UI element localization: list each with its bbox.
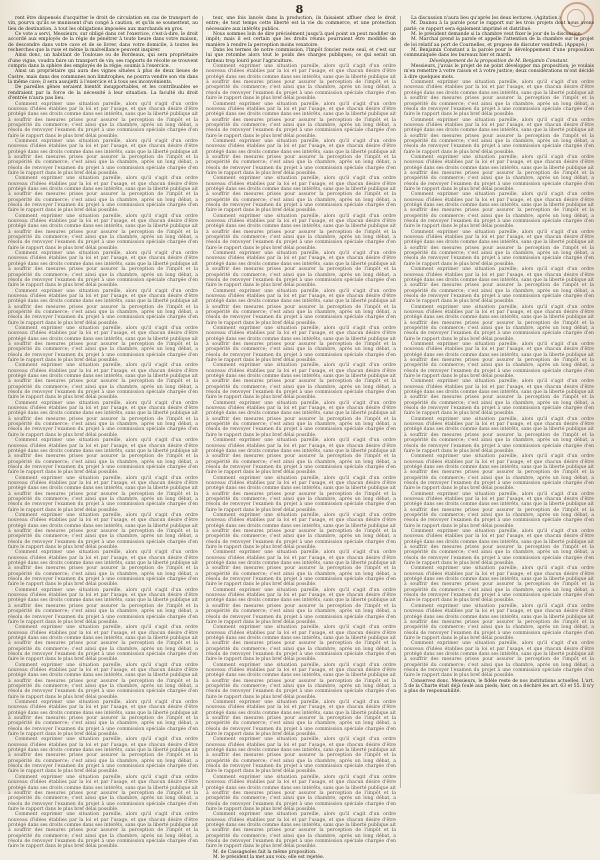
paragraph: Comment exprimer une situation pareille, alors qu'il s'agit d'un ordre nouveau d'idées établies par la loi et par l'usage, et que chacun désire d'être protégé dans ses droits comme dans ses intérêts, sans que la liberté publique ait à souffrir des mesures prises pour assurer la perception de l'impôt et la prospérité du commerce; c'est ainsi que la chambre, après un long débat, a résolu de renvoyer l'examen du projet à une commission spéciale chargée d'en faire le rapport dans le plus bref délai possible.: [206, 251, 396, 289]
paragraph: Comment exprimer une situation pareille, alors qu'il s'agit d'un ordre nouveau d'idées établies par la loi et par l'usage, et que chacun désire d'être protégé dans ses droits comme dans ses intérêts, sans que la liberté publique ait à souffrir des mesures prises pour assurer la perception de l'impôt et la prospérité du commerce; c'est ainsi que la chambre, après un long débat, a résolu de renvoyer l'examen du projet à une commission spéciale chargée d'en faire le rapport dans le plus bref délai possible.: [206, 438, 396, 476]
paragraph: Comment exprimer une situation pareille, alors qu'il s'agit d'un ordre nouveau d'idées établies par la loi et par l'usage, et que chacun désire d'être protégé dans ses droits comme dans ses intérêts, sans que la liberté publique ait à souffrir des mesures prises pour assurer la perception de l'impôt et la prospérité du commerce; c'est ainsi que la chambre, après un long débat, a résolu de renvoyer l'examen du projet à une commission spéciale chargée d'en faire le rapport dans le plus bref délai possible.: [206, 662, 396, 700]
paragraph: Comment exprimer une situation pareille, alors qu'il s'agit d'un ordre nouveau d'idées établies par la loi et par l'usage, et que chacun désire d'être protégé dans ses droits comme dans ses intérêts, sans que la liberté publique ait à souffrir des mesures prises pour assurer la perception de l'impôt et la prospérité du commerce; c'est ainsi que la chambre, après un long débat, a résolu de renvoyer l'examen du projet à une commission spéciale chargée d'en faire le rapport dans le plus bref délai possible.: [8, 400, 198, 438]
paragraph: La discussion n'aura lieu qu'après les deux lectures. (Agitation.): [411, 16, 561, 21]
paragraph: Comment exprimer une situation pareille, alors qu'il s'agit d'un ordre nouveau d'idées établies par la loi et par l'usage, et que chacun désire d'être protégé dans ses droits comme dans ses intérêts, sans que la liberté publique ait à souffrir des mesures prises pour assurer la perception de l'impôt et la prospérité du commerce; c'est ainsi que la chambre, après un long débat, a résolu de renvoyer l'examen du projet à une commission spéciale chargée d'en faire le rapport dans le plus bref délai possible.: [8, 512, 198, 551]
paragraph: Comment exprimer une situation pareille, alors qu'il s'agit d'un ordre nouveau d'idées établies par la loi et par l'usage, et que chacun désire d'être protégé dans ses droits comme dans ses intérêts, sans que la liberté publique ait à souffrir des mesures prises pour assurer la perception de l'impôt et la prospérité du commerce; c'est ainsi que la chambre, après un long débat, a résolu de renvoyer l'examen du projet à une commission spéciale chargée d'en faire le rapport dans le plus bref délai possible.: [206, 812, 396, 850]
paragraph: Comment exprimer une situation pareille, alors qu'il s'agit d'un ordre nouveau d'idées établies par la loi et par l'usage, et que chacun désire d'être protégé dans ses droits comme dans ses intérêts, sans que la liberté publique ait à souffrir des mesures prises pour assurer la perception de l'impôt et la prospérité du commerce; c'est ainsi que la chambre, après un long débat, a résolu de renvoyer l'examen du projet à une commission spéciale chargée d'en faire le rapport dans le plus bref délai possible.: [404, 603, 594, 641]
paragraph: teur, une fois lancés dans la production, ils faisaient affluer chez le droit entre; de tout temps cette liberté est la vie du commerce, et une protection nécessaire aux intérêts publics.: [206, 16, 396, 32]
paragraph: Comment exprimer une situation pareille, alors qu'il s'agit d'un ordre nouveau d'idées établies par la loi et par l'usage, et que chacun désire d'être protégé dans ses droits comme dans ses intérêts, sans que la liberté publique ait à souffrir des mesures prises pour assurer la perception de l'impôt et la prospérité du commerce; c'est ainsi que la chambre, après un long débat, a résolu de renvoyer l'examen du projet à une commission spéciale chargée d'en faire le rapport dans le plus bref délai possible.: [206, 363, 396, 401]
paragraph: De pareilles gênes seraient bientôt insupportables, et les contribuables se rendraient par la force de la nécessité à leur situation. La faculté du droit d'entrée n'aura pas lieu.: [8, 85, 198, 102]
section-heading: Développement de la proposition de M. Benjamin Constant.: [429, 58, 569, 64]
paragraph: Comment exprimer une situation pareille, alors qu'il s'agit d'un ordre nouveau d'idées établies par la loi et par l'usage, et que chacun désire d'être protégé dans ses droits comme dans ses intérêts, sans que la liberté publique ait à souffrir des mesures prises pour assurer la perception de l'impôt et la prospérité du commerce; c'est ainsi que la chambre, après un long débat, a résolu de renvoyer l'examen du projet à une commission spéciale chargée d'en faire le rapport dans le plus bref délai possible.: [8, 138, 198, 176]
paragraph: Comment exprimer une situation pareille, alors qu'il s'agit d'un ordre nouveau d'idées établies par la loi et par l'usage, et que chacun désire d'être protégé dans ses droits comme dans ses intérêts, sans que la liberté publique ait à souffrir des mesures prises pour assurer la perception de l'impôt et la prospérité du commerce; c'est ainsi que la chambre, après un long débat, a résolu de renvoyer l'examen du projet à une commission spéciale chargée d'en faire le rapport dans le plus bref délai possible.: [206, 64, 396, 102]
column-right: [400, 16, 594, 788]
paragraph: Comment exprimer une situation pareille, alors qu'il s'agit d'un ordre nouveau d'idées établies par la loi et par l'usage, et que chacun désire d'être protégé dans ses droits comme dans ses intérêts, sans que la liberté publique ait à souffrir des mesures prises pour assurer la perception de l'impôt et la prospérité du commerce; c'est ainsi que la chambre, après un long débat, a résolu de renvoyer l'examen du projet à une commission spéciale chargée d'en faire le rapport dans le plus bref délai possible.: [404, 529, 594, 567]
paragraph: M. Daunou à la parole pour le rapport sur les trois projets dont nous avons parlé; ce rapport sera également imprimé et distribué.: [404, 21, 594, 32]
paragraph: Comment exprimer une situation pareille, alors qu'il s'agit d'un ordre nouveau d'idées établies par la loi et par l'usage, et que chacun désire d'être protégé dans ses droits comme dans ses intérêts, sans que la liberté publique ait à souffrir des mesures prises pour assurer la perception de l'impôt et la prospérité du commerce; c'est ainsi que la chambre, après un long débat, a résolu de renvoyer l'examen du projet à une commission spéciale chargée d'en faire le rapport dans le plus bref délai possible.: [8, 587, 198, 625]
paragraph: M. Benjamin Constant a la parole pour le développement d'une proposition communiquée dans les bureaux hier et mardi.: [404, 48, 594, 59]
paragraph: Nous sommes loin de dire précisément jusqu'à quel point on peut modifier un impôt; mais il est certain que les droits réunis pourraient être modifiés de manière à rendre la perception moins vexatoire.: [206, 32, 396, 48]
paragraph: Comment exprimer une situation pareille, alors qu'il s'agit d'un ordre nouveau d'idées établies par la loi et par l'usage, et que chacun désire d'être protégé dans ses droits comme dans ses intérêts, sans que la liberté publique ait à souffrir des mesures prises pour assurer la perception de l'impôt et la prospérité du commerce; c'est ainsi que la chambre, après un long débat, a résolu de renvoyer l'examen du projet à une commission spéciale chargée d'en faire le rapport dans le plus bref délai possible.: [404, 229, 594, 267]
paragraph: Comment exprimer une situation pareille, alors qu'il s'agit d'un ordre nouveau d'idées établies par la loi et par l'usage, et que chacun désire d'être protégé dans ses droits comme dans ses intérêts, sans que la liberté publique ait à souffrir des mesures prises pour assurer la perception de l'impôt et la prospérité du commerce; c'est ainsi que la chambre, après un long débat, a résolu de renvoyer l'examen du projet à une commission spéciale chargée d'en faire le rapport dans le plus bref délai possible.: [8, 774, 198, 812]
paragraph: Ce vote a servi, Messieurs, sur obligé dans cet l'exercice, c'est-à-dire, le droit accordé aux employés de la régie de pénétrer à toute heure dans votre maison, de descendre dans votre cave et de se livrer, dans votre domicile, à toutes les recherches que la ruse et même la malveillance peuvent inspirer.: [8, 32, 198, 54]
paragraph: Comment exprimer une situation pareille, alors qu'il s'agit d'un ordre nouveau d'idées établies par la loi et par l'usage, et que chacun désire d'être protégé dans ses droits comme dans ses intérêts, sans que la liberté publique ait à souffrir des mesures prises pour assurer la perception de l'impôt et la prospérité du commerce; c'est ainsi que la chambre, après un long débat, a résolu de renvoyer l'examen du projet à une commission spéciale chargée d'en faire le rapport dans le plus bref délai possible.: [8, 662, 198, 700]
paragraph: Comment exprimer une situation pareille, alors qu'il s'agit d'un ordre nouveau d'idées établies par la loi et par l'usage, et que chacun désire d'être protégé dans ses droits comme dans ses intérêts, sans que la liberté publique ait à souffrir des mesures prises pour assurer la perception de l'impôt et la prospérité du commerce; c'est ainsi que la chambre, après un long débat, a résolu de renvoyer l'examen du projet à une commission spéciale chargée d'en faire le rapport dans le plus bref délai possible.: [404, 267, 594, 305]
paragraph: Comment exprimer une situation pareille, alors qu'il s'agit d'un ordre nouveau d'idées établies par la loi et par l'usage, et que chacun désire d'être protégé dans ses droits comme dans ses intérêts, sans que la liberté publique ait à souffrir des mesures prises pour assurer la perception de l'impôt et la prospérité du commerce; c'est ainsi que la chambre, après un long débat, a résolu de renvoyer l'examen du projet à une commission spéciale chargée d'en faire le rapport dans le plus bref délai possible.: [8, 288, 198, 326]
paragraph: Comment exprimer une situation pareille, alors qu'il s'agit d'un ordre nouveau d'idées établies par la loi et par l'usage, et que chacun désire d'être protégé dans ses droits comme dans ses intérêts, sans que la liberté publique ait à souffrir des mesures prises pour assurer la perception de l'impôt et la prospérité du commerce; c'est ainsi que la chambre, après un long débat, a résolu de renvoyer l'examen du projet à une commission spéciale chargée d'en faire le rapport dans le plus bref délai possible.: [8, 812, 198, 850]
paragraph: Comment exprimer une situation pareille, alors qu'il s'agit d'un ordre nouveau d'idées établies par la loi et par l'usage, et que chacun désire d'être protégé dans ses droits comme dans ses intérêts, sans que la liberté publique ait à souffrir des mesures prises pour assurer la perception de l'impôt et la prospérité du commerce; c'est ainsi que la chambre, après un long débat, a résolu de renvoyer l'examen du projet à une commission spéciale chargée d'en faire le rapport dans le plus bref délai possible.: [206, 288, 396, 326]
paragraph: Comment exprimer une situation pareille, alors qu'il s'agit d'un ordre nouveau d'idées établies par la loi et par l'usage, et que chacun désire d'être protégé dans ses droits comme dans ses intérêts, sans que la liberté publique ait à souffrir des mesures prises pour assurer la perception de l'impôt et la prospérité du commerce; c'est ainsi que la chambre, après un long débat, a résolu de renvoyer l'examen du projet à une commission spéciale chargée d'en faire le rapport dans le plus bref délai possible.: [404, 641, 594, 679]
paragraph: Messieurs, j'avais le projet de ne point développer ma proposition; je voulais m'en remettre à votre raison et à votre justice; deux considérations m'ont décidé à dire quelques mots.: [404, 64, 594, 80]
paragraph: Comment exprimer une situation pareille, alors qu'il s'agit d'un ordre nouveau d'idées établies par la loi et par l'usage, et que chacun désire d'être protégé dans ses droits comme dans ses intérêts, sans que la liberté publique ait à souffrir des mesures prises pour assurer la perception de l'impôt et la prospérité du commerce; c'est ainsi que la chambre, après un long débat, a résolu de renvoyer l'examen du projet à une commission spéciale chargée d'en faire le rapport dans le plus bref délai possible.: [206, 213, 396, 251]
paragraph: Comment exprimer une situation pareille, alors qu'il s'agit d'un ordre nouveau d'idées établies par la loi et par l'usage, et que chacun désire d'être protégé dans ses droits comme dans ses intérêts, sans que la liberté publique ait à souffrir des mesures prises pour assurer la perception de l'impôt et la prospérité du commerce; c'est ainsi que la chambre, après un long débat, a résolu de renvoyer l'examen du projet à une commission spéciale chargée d'en faire le rapport dans le plus bref délai possible.: [404, 566, 594, 604]
paragraph: Comment exprimer une situation pareille, alors qu'il s'agit d'un ordre nouveau d'idées établies par la loi et par l'usage, et que chacun désire d'être protégé dans ses droits comme dans ses intérêts, sans que la liberté publique ait à souffrir des mesures prises pour assurer la perception de l'impôt et la prospérité du commerce; c'est ainsi que la chambre, après un long débat, a résolu de renvoyer l'examen du projet à une commission spéciale chargée d'en faire le rapport dans le plus bref délai possible.: [8, 325, 198, 363]
paragraph: Comment exprimer une situation pareille, alors qu'il s'agit d'un ordre nouveau d'idées établies par la loi et par l'usage, et que chacun désire d'être protégé dans ses droits comme dans ses intérêts, sans que la liberté publique ait à souffrir des mesures prises pour assurer la perception de l'impôt et la prospérité du commerce; c'est ainsi que la chambre, après un long débat, a résolu de renvoyer l'examen du projet à une commission spéciale chargée d'en faire le rapport dans le plus bref délai possible.: [8, 363, 198, 401]
paragraph: Comment exprimer une situation pareille, alors qu'il s'agit d'un ordre nouveau d'idées établies par la loi et par l'usage, et que chacun désire d'être protégé dans ses droits comme dans ses intérêts, sans que la liberté publique ait à souffrir des mesures prises pour assurer la perception de l'impôt et la prospérité du commerce; c'est ainsi que la chambre, après un long débat, a résolu de renvoyer l'examen du projet à une commission spéciale chargée d'en faire le rapport dans le plus bref délai possible.: [206, 400, 396, 438]
paragraph: Conservez donc, Messieurs, le fidèle reste de nos institutions actuelles. L'art. 5 de la Charte était déjà foulé aux pieds; hier, on a déchiré les art. 63 et 55. Il n'y a plus de responsabilité.: [404, 678, 594, 695]
paragraph: Comment exprimer une situation pareille, alors qu'il s'agit d'un ordre nouveau d'idées établies par la loi et par l'usage, et que chacun désire d'être protégé dans ses droits comme dans ses intérêts, sans que la liberté publique ait à souffrir des mesures prises pour assurer la perception de l'impôt et la prospérité du commerce; c'est ainsi que la chambre, après un long débat, a résolu de renvoyer l'examen du projet à une commission spéciale chargée d'en faire le rapport dans le plus bref délai possible.: [8, 101, 198, 139]
paragraph: Comment exprimer une situation pareille, alors qu'il s'agit d'un ordre nouveau d'idées établies par la loi et par l'usage, et que chacun désire d'être protégé dans ses droits comme dans ses intérêts, sans que la liberté publique ait à souffrir des mesures prises pour assurer la perception de l'impôt et la prospérité du commerce; c'est ainsi que la chambre, après un long débat, a résolu de renvoyer l'examen du projet à une commission spéciale chargée d'en faire le rapport dans le plus bref délai possible.: [206, 325, 396, 363]
paragraph: Comment exprimer une situation pareille, alors qu'il s'agit d'un ordre nouveau d'idées établies par la loi et par l'usage, et que chacun désire d'être protégé dans ses droits comme dans ses intérêts, sans que la liberté publique ait à souffrir des mesures prises pour assurer la perception de l'impôt et la prospérité du commerce; c'est ainsi que la chambre, après un long débat, a résolu de renvoyer l'examen du projet à une commission spéciale chargée d'en faire le rapport dans le plus bref délai possible.: [8, 625, 198, 663]
paragraph: M. le président demande si la chambre veut fixer le jour de la discussion.: [411, 32, 583, 38]
paragraph: Comment exprimer une situation pareille, alors qu'il s'agit d'un ordre nouveau d'idées établies par la loi et par l'usage, et que chacun désire d'être protégé dans ses droits comme dans ses intérêts, sans que la liberté publique ait à souffrir des mesures prises pour assurer la perception de l'impôt et la prospérité du commerce; c'est ainsi que la chambre, après un long débat, a résolu de renvoyer l'examen du projet à une commission spéciale chargée d'en faire le rapport dans le plus bref délai possible.: [404, 341, 594, 380]
paragraph: M. le président la met aux voix; elle est rejetée.: [213, 854, 325, 860]
paragraph: Comment exprimer une situation pareille, alors qu'il s'agit d'un ordre nouveau d'idées établies par la loi et par l'usage, et que chacun désire d'être protégé dans ses droits comme dans ses intérêts, sans que la liberté publique ait à souffrir des mesures prises pour assurer la perception de l'impôt et la prospérité du commerce; c'est ainsi que la chambre, après un long débat, a résolu de renvoyer l'examen du projet à une commission spéciale chargée d'en faire le rapport dans le plus bref délai possible.: [8, 213, 198, 251]
paragraph: Comment exprimer une situation pareille, alors qu'il s'agit d'un ordre nouveau d'idées établies par la loi et par l'usage, et que chacun désire d'être protégé dans ses droits comme dans ses intérêts, sans que la liberté publique ait à souffrir des mesures prises pour assurer la perception de l'impôt et la prospérité du commerce; c'est ainsi que la chambre, après un long débat, a résolu de renvoyer l'examen du projet à une commission spéciale chargée d'en faire le rapport dans le plus bref délai possible.: [404, 454, 594, 492]
paragraph: Comment exprimer une situation pareille, alors qu'il s'agit d'un ordre nouveau d'idées établies par la loi et par l'usage, et que chacun désire d'être protégé dans ses droits comme dans ses intérêts, sans que la liberté publique ait à souffrir des mesures prises pour assurer la perception de l'impôt et la prospérité du commerce; c'est ainsi que la chambre, après un long débat, a résolu de renvoyer l'examen du projet à une commission spéciale chargée d'en faire le rapport dans le plus bref délai possible.: [206, 625, 396, 663]
paragraph: Comment exprimer une situation pareille, alors qu'il s'agit d'un ordre nouveau d'idées établies par la loi et par l'usage, et que chacun désire d'être protégé dans ses droits comme dans ses intérêts, sans que la liberté publique ait à souffrir des mesures prises pour assurer la perception de l'impôt et la prospérité du commerce; c'est ainsi que la chambre, après un long débat, a résolu de renvoyer l'examen du projet à une commission spéciale chargée d'en faire le rapport dans le plus bref délai possible.: [404, 80, 594, 118]
paragraph: Comment exprimer une situation pareille, alors qu'il s'agit d'un ordre nouveau d'idées établies par la loi et par l'usage, et que chacun désire d'être protégé dans ses droits comme dans ses intérêts, sans que la liberté publique ait à souffrir des mesures prises pour assurer la perception de l'impôt et la prospérité du commerce; c'est ainsi que la chambre, après un long débat, a résolu de renvoyer l'examen du projet à une commission spéciale chargée d'en faire le rapport dans le plus bref délai possible.: [8, 737, 198, 775]
paragraph: Comment exprimer une situation pareille, alors qu'il s'agit d'un ordre nouveau d'idées établies par la loi et par l'usage, et que chacun désire d'être protégé dans ses droits comme dans ses intérêts, sans que la liberté publique ait à souffrir des mesures prises pour assurer la perception de l'impôt et la prospérité du commerce; c'est ainsi que la chambre, après un long débat, a résolu de renvoyer l'examen du projet à une commission spéciale chargée d'en faire le rapport dans le plus bref délai possible.: [8, 475, 198, 513]
page-number: 8: [295, 3, 305, 16]
paragraph: Comment exprimer une situation pareille, alors qu'il s'agit d'un ordre nouveau d'idées établies par la loi et par l'usage, et que chacun désire d'être protégé dans ses droits comme dans ses intérêts, sans que la liberté publique ait à souffrir des mesures prises pour assurer la perception de l'impôt et la prospérité du commerce; c'est ainsi que la chambre, après un long débat, a résolu de renvoyer l'examen du projet à une commission spéciale chargée d'en faire le rapport dans le plus bref délai possible.: [206, 550, 396, 588]
paragraph: rent être dispensés d'acquitter le droit de circulation en cas de transport de vin, pourvu qu'ils se munissent d'un congé à caution, et qu'ils se soumettent, au lieu de destination, à tout les obligations imposées aux marchands en gros.: [8, 16, 198, 32]
column-middle: [202, 16, 396, 860]
paragraph: M. Marchal prend la parole et appelle l'attention de la chambre sur le projet de loi relatif au port de Cournelles, et propose de discuter vendredi. (Appuyé.): [404, 37, 594, 48]
paragraph: Comment exprimer une situation pareille, alors qu'il s'agit d'un ordre nouveau d'idées établies par la loi et par l'usage, et que chacun désire d'être protégé dans ses droits comme dans ses intérêts, sans que la liberté publique ait à souffrir des mesures prises pour assurer la perception de l'impôt et la prospérité du commerce; c'est ainsi que la chambre, après un long débat, a résolu de renvoyer l'examen du projet à une commission spéciale chargée d'en faire le rapport dans le plus bref délai possible.: [404, 416, 594, 454]
paragraph: Comment exprimer une situation pareille, alors qu'il s'agit d'un ordre nouveau d'idées établies par la loi et par l'usage, et que chacun désire d'être protégé dans ses droits comme dans ses intérêts, sans que la liberté publique ait à souffrir des mesures prises pour assurer la perception de l'impôt et la prospérité du commerce; c'est ainsi que la chambre, après un long débat, a résolu de renvoyer l'examen du projet à une commission spéciale chargée d'en faire le rapport dans le plus bref délai possible.: [206, 475, 396, 513]
paragraph: Comment exprimer une situation pareille, alors qu'il s'agit d'un ordre nouveau d'idées établies par la loi et par l'usage, et que chacun désire d'être protégé dans ses droits comme dans ses intérêts, sans que la liberté publique ait à souffrir des mesures prises pour assurer la perception de l'impôt et la prospérité du commerce; c'est ainsi que la chambre, après un long débat, a résolu de renvoyer l'examen du projet à une commission spéciale chargée d'en faire le rapport dans le plus bref délai possible.: [404, 491, 594, 529]
paragraph: Comment exprimer une situation pareille, alors qu'il s'agit d'un ordre nouveau d'idées établies par la loi et par l'usage, et que chacun désire d'être protégé dans ses droits comme dans ses intérêts, sans que la liberté publique ait à souffrir des mesures prises pour assurer la perception de l'impôt et la prospérité du commerce; c'est ainsi que la chambre, après un long débat, a résolu de renvoyer l'examen du projet à une commission spéciale chargée d'en faire le rapport dans le plus bref délai possible.: [404, 379, 594, 417]
paragraph: Comment exprimer une situation pareille, alors qu'il s'agit d'un ordre nouveau d'idées établies par la loi et par l'usage, et que chacun désire d'être protégé dans ses droits comme dans ses intérêts, sans que la liberté publique ait à souffrir des mesures prises pour assurer la perception de l'impôt et la prospérité du commerce; c'est ainsi que la chambre, après un long débat, a résolu de renvoyer l'examen du projet à une commission spéciale chargée d'en faire le rapport dans le plus bref délai possible.: [8, 700, 198, 738]
paragraph: Comment exprimer une situation pareille, alors qu'il s'agit d'un ordre nouveau d'idées établies par la loi et par l'usage, et que chacun désire d'être protégé dans ses droits comme dans ses intérêts, sans que la liberté publique ait à souffrir des mesures prises pour assurer la perception de l'impôt et la prospérité du commerce; c'est ainsi que la chambre, après un long débat, a résolu de renvoyer l'examen du projet à une commission spéciale chargée d'en faire le rapport dans le plus bref délai possible.: [206, 774, 396, 812]
paragraph: Comment exprimer une situation pareille, alors qu'il s'agit d'un ordre nouveau d'idées établies par la loi et par l'usage, et que chacun désire d'être protégé dans ses droits comme dans ses intérêts, sans que la liberté publique ait à souffrir des mesures prises pour assurer la perception de l'impôt et la prospérité du commerce; c'est ainsi que la chambre, après un long débat, a résolu de renvoyer l'examen du projet à une commission spéciale chargée d'en faire le rapport dans le plus bref délai possible.: [206, 512, 396, 551]
paragraph: M. de Cassagnoles fait la même proposition.: [213, 849, 317, 855]
paragraph: Comment exprimer une situation pareille, alors qu'il s'agit d'un ordre nouveau d'idées établies par la loi et par l'usage, et que chacun désire d'être protégé dans ses droits comme dans ses intérêts, sans que la liberté publique ait à souffrir des mesures prises pour assurer la perception de l'impôt et la prospérité du commerce; c'est ainsi que la chambre, après un long débat, a résolu de renvoyer l'examen du projet à une commission spéciale chargée d'en faire le rapport dans le plus bref délai possible.: [206, 700, 396, 738]
paragraph: Comment exprimer une situation pareille, alors qu'il s'agit d'un ordre nouveau d'idées établies par la loi et par l'usage, et que chacun désire d'être protégé dans ses droits comme dans ses intérêts, sans que la liberté publique ait à souffrir des mesures prises pour assurer la perception de l'impôt et la prospérité du commerce; c'est ainsi que la chambre, après un long débat, a résolu de renvoyer l'examen du projet à une commission spéciale chargée d'en faire le rapport dans le plus bref délai possible.: [206, 737, 396, 775]
paragraph: Comment exprimer une situation pareille, alors qu'il s'agit d'un ordre nouveau d'idées établies par la loi et par l'usage, et que chacun désire d'être protégé dans ses droits comme dans ses intérêts, sans que la liberté publique ait à souffrir des mesures prises pour assurer la perception de l'impôt et la prospérité du commerce; c'est ainsi que la chambre, après un long débat, a résolu de renvoyer l'examen du projet à une commission spéciale chargée d'en faire le rapport dans le plus bref délai possible.: [8, 251, 198, 289]
paragraph: Comment exprimer une situation pareille, alors qu'il s'agit d'un ordre nouveau d'idées établies par la loi et par l'usage, et que chacun désire d'être protégé dans ses droits comme dans ses intérêts, sans que la liberté publique ait à souffrir des mesures prises pour assurer la perception de l'impôt et la prospérité du commerce; c'est ainsi que la chambre, après un long débat, a résolu de renvoyer l'examen du projet à une commission spéciale chargée d'en faire le rapport dans le plus bref délai possible.: [404, 304, 594, 342]
paragraph: Comment exprimer une situation pareille, alors qu'il s'agit d'un ordre nouveau d'idées établies par la loi et par l'usage, et que chacun désire d'être protégé dans ses droits comme dans ses intérêts, sans que la liberté publique ait à souffrir des mesures prises pour assurer la perception de l'impôt et la prospérité du commerce; c'est ainsi que la chambre, après un long débat, a résolu de renvoyer l'examen du projet à une commission spéciale chargée d'en faire le rapport dans le plus bref délai possible.: [404, 154, 594, 192]
text-columns: [8, 16, 594, 860]
column-left: [8, 16, 198, 850]
paragraph: Dans les termes de notre commission, l'impôt foncier reste seul, et c'est sur lui que retombe alors tout le poids des charges publiques; ce qui serait un fardeau trop lourd pour l'agriculture.: [206, 48, 396, 64]
paragraph: Comment exprimer une situation pareille, alors qu'il s'agit d'un ordre nouveau d'idées établies par la loi et par l'usage, et que chacun désire d'être protégé dans ses droits comme dans ses intérêts, sans que la liberté publique ait à souffrir des mesures prises pour assurer la perception de l'impôt et la prospérité du commerce; c'est ainsi que la chambre, après un long débat, a résolu de renvoyer l'examen du projet à une commission spéciale chargée d'en faire le rapport dans le plus bref délai possible.: [8, 176, 198, 214]
paragraph: Comment exprimer une situation pareille, alors qu'il s'agit d'un ordre nouveau d'idées établies par la loi et par l'usage, et que chacun désire d'être protégé dans ses droits comme dans ses intérêts, sans que la liberté publique ait à souffrir des mesures prises pour assurer la perception de l'impôt et la prospérité du commerce; c'est ainsi que la chambre, après un long débat, a résolu de renvoyer l'examen du projet à une commission spéciale chargée d'en faire le rapport dans le plus bref délai possible.: [404, 117, 594, 155]
paragraph: Comment exprimer une situation pareille, alors qu'il s'agit d'un ordre nouveau d'idées établies par la loi et par l'usage, et que chacun désire d'être protégé dans ses droits comme dans ses intérêts, sans que la liberté publique ait à souffrir des mesures prises pour assurer la perception de l'impôt et la prospérité du commerce; c'est ainsi que la chambre, après un long débat, a résolu de renvoyer l'examen du projet à une commission spéciale chargée d'en faire le rapport dans le plus bref délai possible.: [206, 101, 396, 139]
paragraph: Ainsi un propriétaire qui aura des vignes situées à plus de deux lieues de Castre, mais dans des communes non limitrophes, ne pourra vendre son vin dans la même cave; il sera assujetti à l'exercice et à tous ses inconvénients.: [8, 69, 198, 86]
paragraph: Comment exprimer une situation pareille, alors qu'il s'agit d'un ordre nouveau d'idées établies par la loi et par l'usage, et que chacun désire d'être protégé dans ses droits comme dans ses intérêts, sans que la liberté publique ait à souffrir des mesures prises pour assurer la perception de l'impôt et la prospérité du commerce; c'est ainsi que la chambre, après un long débat, a résolu de renvoyer l'examen du projet à une commission spéciale chargée d'en faire le rapport dans le plus bref délai possible.: [8, 550, 198, 588]
paragraph: Comment exprimer une situation pareille, alors qu'il s'agit d'un ordre nouveau d'idées établies par la loi et par l'usage, et que chacun désire d'être protégé dans ses droits comme dans ses intérêts, sans que la liberté publique ait à souffrir des mesures prises pour assurer la perception de l'impôt et la prospérité du commerce; c'est ainsi que la chambre, après un long débat, a résolu de renvoyer l'examen du projet à une commission spéciale chargée d'en faire le rapport dans le plus bref délai possible.: [404, 192, 594, 230]
paragraph: Comment exprimer une situation pareille, alors qu'il s'agit d'un ordre nouveau d'idées établies par la loi et par l'usage, et que chacun désire d'être protégé dans ses droits comme dans ses intérêts, sans que la liberté publique ait à souffrir des mesures prises pour assurer la perception de l'impôt et la prospérité du commerce; c'est ainsi que la chambre, après un long débat, a résolu de renvoyer l'examen du projet à une commission spéciale chargée d'en faire le rapport dans le plus bref délai possible.: [206, 176, 396, 214]
paragraph: Ainsi donc, un habitant de Toulouse ou de Bordeaux, qui sera propriétaire d'une vigne, voudra faire un transport de vin; ses rapports de récolte se trouvent compris dans la sphère des employés de la régie; soumis à l'exercice.: [8, 53, 198, 70]
paragraph: Comment exprimer une situation pareille, alors qu'il s'agit d'un ordre nouveau d'idées établies par la loi et par l'usage, et que chacun désire d'être protégé dans ses droits comme dans ses intérêts, sans que la liberté publique ait à souffrir des mesures prises pour assurer la perception de l'impôt et la prospérité du commerce; c'est ainsi que la chambre, après un long débat, a résolu de renvoyer l'examen du projet à une commission spéciale chargée d'en faire le rapport dans le plus bref délai possible.: [8, 438, 198, 476]
paragraph: Comment exprimer une situation pareille, alors qu'il s'agit d'un ordre nouveau d'idées établies par la loi et par l'usage, et que chacun désire d'être protégé dans ses droits comme dans ses intérêts, sans que la liberté publique ait à souffrir des mesures prises pour assurer la perception de l'impôt et la prospérité du commerce; c'est ainsi que la chambre, après un long débat, a résolu de renvoyer l'examen du projet à une commission spéciale chargée d'en faire le rapport dans le plus bref délai possible.: [206, 587, 396, 625]
paragraph: Comment exprimer une situation pareille, alors qu'il s'agit d'un ordre nouveau d'idées établies par la loi et par l'usage, et que chacun désire d'être protégé dans ses droits comme dans ses intérêts, sans que la liberté publique ait à souffrir des mesures prises pour assurer la perception de l'impôt et la prospérité du commerce; c'est ainsi que la chambre, après un long débat, a résolu de renvoyer l'examen du projet à une commission spéciale chargée d'en faire le rapport dans le plus bref délai possible.: [206, 138, 396, 176]
